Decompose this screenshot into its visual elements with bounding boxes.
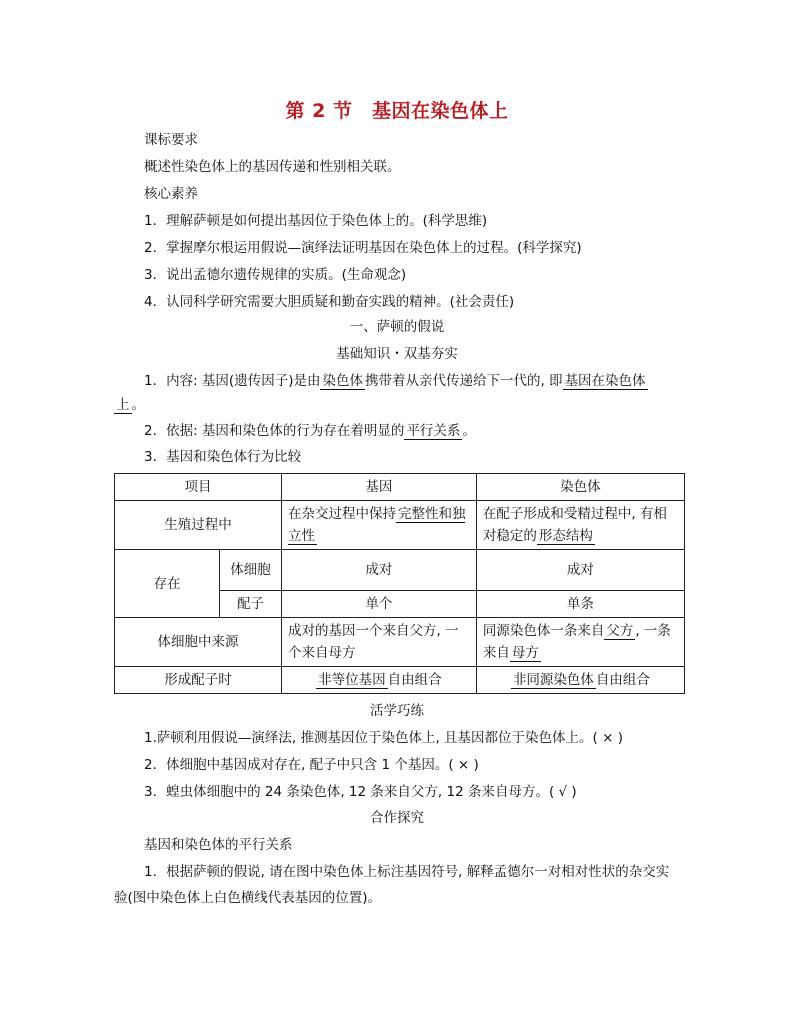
p2-prefix: 2．依据: 基因和染色体的行为存在着明显的	[144, 423, 405, 439]
reproduction-gene-cell	[281, 501, 476, 550]
parallel-heading: 基因和染色体的平行关系	[144, 837, 293, 853]
page-title: 第 2 节 基因在染色体上	[285, 100, 509, 122]
core-item-2: 2．掌握摩尔根运用假说—演绎法证明基因在染色体上的过程。(科学探究)	[144, 240, 582, 256]
row-label-gamete-formation: 形成配子时	[115, 667, 282, 694]
formation-gene-cell	[281, 667, 476, 694]
core-item-4: 4．认同科学研究需要大胆质疑和勤奋实践的精神。(社会责任)	[144, 294, 515, 310]
p2-end: 。	[462, 423, 476, 439]
gamete-gene-cell: 单个	[281, 591, 476, 618]
paragraph-1	[144, 371, 648, 391]
row-label-exist: 存在	[115, 550, 220, 618]
paragraph-1-cont	[114, 395, 145, 415]
reproduction-gene-text: 在杂交过程中保持	[287, 506, 396, 522]
formation-gene-text: 自由组合	[387, 672, 442, 688]
header-gene: 基因	[281, 474, 476, 501]
formation-gene-blank: 非等位基因	[318, 672, 386, 688]
p1-blank-1: 染色体	[322, 373, 363, 389]
row-label-reproduction: 生殖过程中	[115, 501, 282, 550]
paragraph-2	[144, 421, 476, 441]
formation-chrom-blank: 非同源染色体	[512, 672, 594, 688]
table-header-row	[115, 474, 685, 501]
p2-blank: 平行关系	[406, 423, 461, 439]
section-heading: 一、萨顿的假说	[349, 319, 445, 335]
somatic-gene-cell: 成对	[281, 550, 476, 591]
header-chromosome: 染色体	[476, 474, 684, 501]
formation-chrom-text: 自由组合	[595, 672, 650, 688]
practice-heading: 活学巧练	[370, 703, 424, 719]
core-item-1: 1．理解萨顿是如何提出基因位于染色体上的。(科学思维)	[144, 213, 488, 229]
paragraph-3: 3．基因和染色体行为比较	[144, 449, 302, 465]
gamete-chromosome-cell: 单条	[476, 591, 684, 618]
standards-text: 概述性染色体上的基因传递和性别相关联。	[144, 159, 401, 175]
source-chrom-blank-2: 母方	[511, 645, 539, 661]
table-row-somatic	[115, 550, 685, 591]
question-1-line-1: 1．根据萨顿的假说, 请在图中染色体上标注基因符号, 解释孟德尔一对相对性状的杂交实	[144, 864, 670, 880]
table-row-gamete-formation	[115, 667, 685, 694]
source-chrom-text-2: , 一条来自	[482, 623, 671, 661]
row-label-gamete: 配子	[219, 591, 281, 618]
p1-end: 。	[131, 397, 145, 413]
p1-blank-3: 上	[116, 397, 130, 413]
row-label-somatic: 体细胞	[219, 550, 281, 591]
standards-heading: 课标要求	[144, 132, 198, 148]
reproduction-chromosome-blank: 形态结构	[538, 528, 593, 544]
cooperation-heading: 合作探究	[370, 810, 424, 826]
practice-item-3: 3．蝗虫体细胞中的 24 条染色体, 12 条来自父方, 12 条来自母方。( √ )	[144, 784, 577, 800]
p1-blank-2: 基因在染色体	[564, 373, 646, 389]
source-chromosome-cell	[476, 618, 684, 667]
comparison-table	[114, 473, 685, 694]
table-row-source	[115, 618, 685, 667]
table-row-reproduction	[115, 501, 685, 550]
practice-item-2: 2．体细胞中基因成对存在, 配子中只含 1 个基因。( × )	[144, 757, 479, 773]
question-1-line-2: 验(图中染色体上白色横线代表基因的位置)。	[114, 890, 382, 906]
basic-heading: 基础知识・双基夯实	[336, 346, 458, 362]
core-item-3: 3．说出孟德尔遗传规律的实质。(生命观念)	[144, 267, 407, 283]
reproduction-gene-blank: 完整性和独立性	[287, 506, 466, 544]
reproduction-chromosome-cell	[476, 501, 684, 550]
row-label-source: 体细胞中来源	[115, 618, 282, 667]
formation-chromosome-cell	[476, 667, 684, 694]
source-gene-cell: 成对的基因一个来自父方, 一个来自母方	[281, 618, 476, 667]
p1-mid: 携带着从亲代传递给下一代的, 即	[364, 373, 563, 389]
header-item: 项目	[115, 474, 282, 501]
source-chrom-text-1: 同源染色体一条来自	[482, 623, 605, 639]
source-chrom-blank-1: 父方	[606, 623, 634, 639]
practice-item-1: 1.萨顿利用假说—演绎法, 推测基因位于染色体上, 且基因都位于染色体上。( × )	[144, 730, 623, 746]
p1-prefix: 1．内容: 基因(遗传因子)是由	[144, 373, 321, 389]
somatic-chromosome-cell: 成对	[476, 550, 684, 591]
core-heading: 核心素养	[144, 186, 198, 202]
reproduction-chromosome-text: 在配子形成和受精过程中, 有相对稳定的	[482, 506, 667, 544]
